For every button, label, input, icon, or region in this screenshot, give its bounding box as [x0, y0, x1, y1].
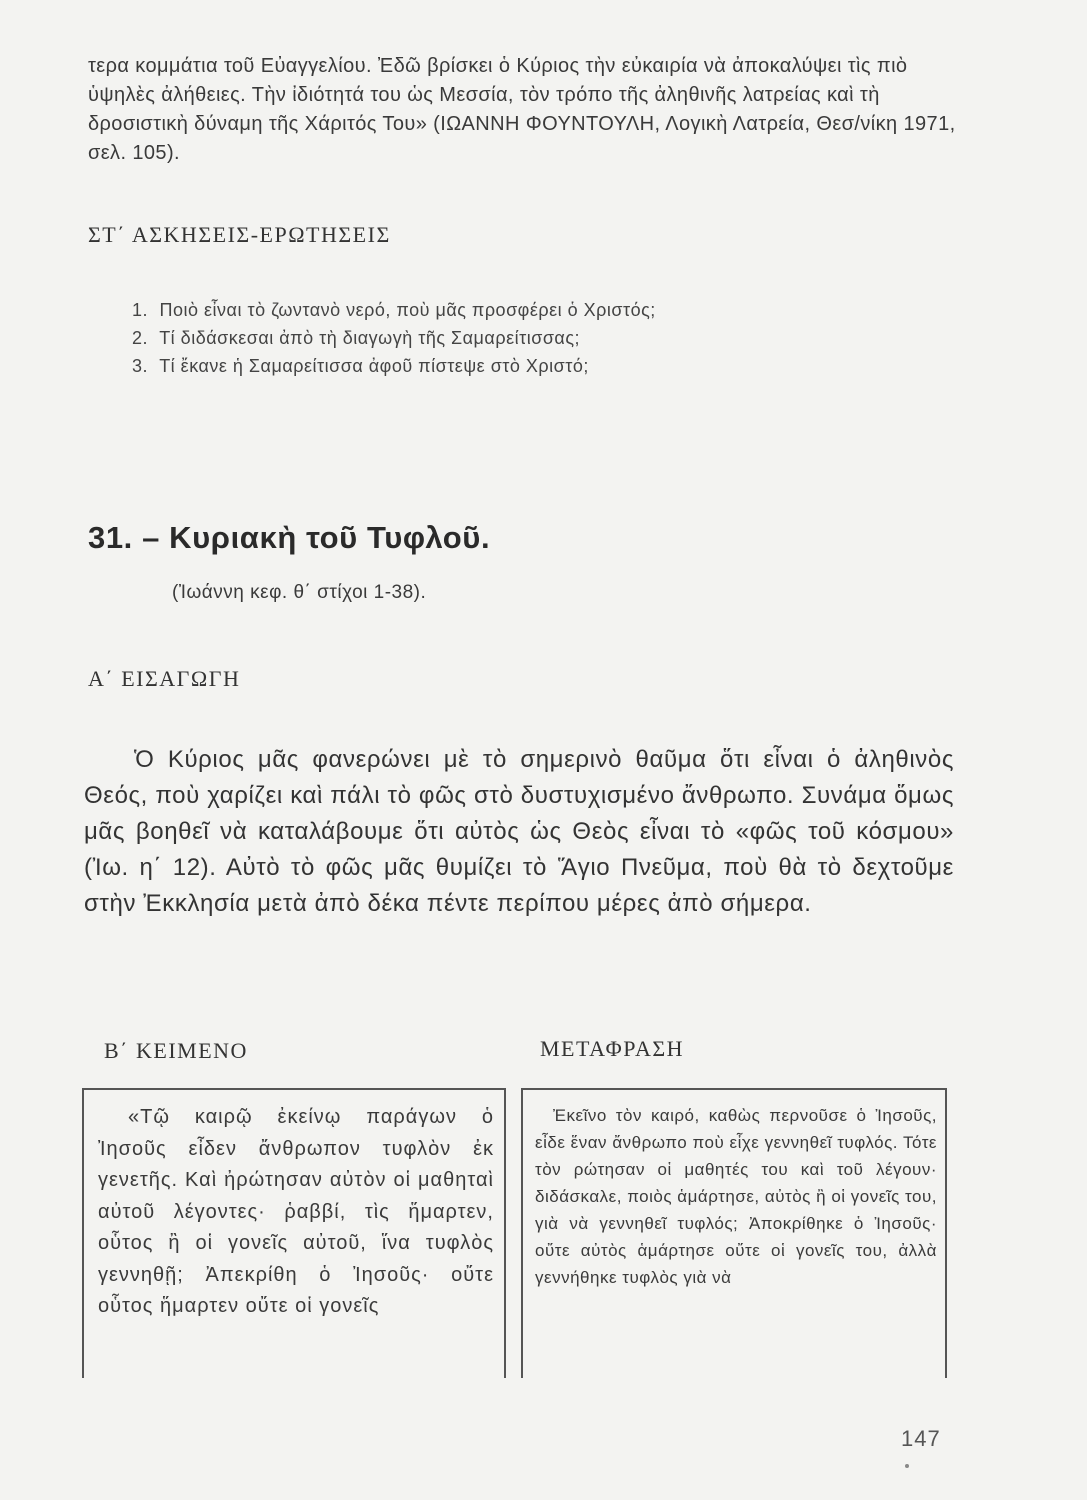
question-text: Τί ἔκανε ἡ Σαμαρείτισσα ἀφοῦ πίστεψε στὸ Χριστό; — [159, 356, 589, 376]
translation-box — [521, 1088, 947, 1378]
introduction-heading: Α΄ ΕΙΣΑΓΩΓΗ — [88, 666, 241, 691]
ink-dot — [905, 1464, 909, 1468]
intro-text: τερα κομμάτια τοῦ Εὐαγγελίου. Ἐδῶ βρίσκει ὁ Κύριος τὴν εὐκαιρία νὰ ἀποκαλύψει τὶς πιὸ ὑψηλὲς ἀλήθειες. Τὴν ἰδιότητά του ὡς Μεσσία, τὸν τρόπο τῆς ἀληθινῆς λατρείας καὶ τὴ δροσιστικὴ δύναμη τῆς Χάριτός Του» (ΙΩΑΝΝΗ ΦΟΥΝΤΟΥΛΗ, Λογικὴ Λατρεία, Θεσ/νίκη 1971, σελ. 105). — [88, 55, 956, 164]
introduction-text: Ὁ Κύριος μᾶς φανερώνει μὲ τὸ σημερινὸ θαῦμα ὅτι εἶναι ὁ ἀληθινὸς Θεός, ποὺ χαρίζει καὶ πάλι τὸ φῶς στὸ δυστυχισμένο ἄνθρωπο. Συνάμα ὅμως μᾶς βοηθεῖ νὰ καταλάβουμε ὅτι αὐτὸς ὡς Θεὸς εἶναι τὸ «φῶς τοῦ κόσμου» (Ἰω. η΄ 12). Αὐτὸ τὸ φῶς μᾶς θυμίζει τὸ Ἅγιο Πνεῦμα, ποὺ θὰ τὸ δεχτοῦμε στὴν Ἐκκλησία μετὰ ἀπὸ δέκα πέντε περίπου μέρες ἀπὸ σήμερα. — [84, 746, 954, 917]
list-item — [132, 296, 892, 324]
questions-list — [132, 296, 892, 380]
question-number: 2. — [132, 328, 149, 348]
page-number: 147 — [901, 1426, 941, 1451]
question-number: 3. — [132, 356, 149, 376]
introduction-paragraph — [84, 742, 954, 922]
question-number: 1. — [132, 300, 149, 320]
text-heading: Β΄ ΚΕΙΜΕΝΟ — [104, 1038, 248, 1063]
list-item — [132, 352, 892, 380]
translation-text: Ἐκεῖνο τὸν καιρό, καθὼς περνοῦσε ὁ Ἰησοῦς, εἶδε ἕναν ἄνθρωπο ποὺ εἶχε γεννηθεῖ τυφλός. Τότε τὸν ρώτησαν οἱ μαθητές του καὶ τοῦ λέγουν· διδάσκαλε, ποιὸς ἁμάρτησε, αὐτὸς ἢ οἱ γονεῖς του, γιὰ νὰ γεννηθεῖ τυφλός; Ἀποκρίθηκε ὁ Ἰησοῦς· οὔτε αὐτὸς ἁμάρτησε οὔτε οἱ γονεῖς του, ἀλλὰ γεννήθηκε τυφλὸς γιὰ νὰ — [535, 1106, 937, 1287]
chapter-title: 31. – Κυριακὴ τοῦ Τυφλοῦ. — [88, 520, 491, 555]
original-text-box — [82, 1088, 506, 1378]
translation-heading: ΜΕΤΑΦΡΑΣΗ — [540, 1036, 685, 1061]
question-text: Τί διδάσκεσαι ἀπὸ τὴ διαγωγὴ τῆς Σαμαρείτισσας; — [159, 328, 581, 348]
intro-paragraph — [88, 52, 968, 168]
chapter-reference: (Ἰωάννη κεφ. θ΄ στίχοι 1-38). — [172, 582, 427, 603]
list-item — [132, 324, 892, 352]
original-text: «Τῷ καιρῷ ἐκείνῳ παράγων ὁ Ἰησοῦς εἶδεν ἄνθρωπον τυφλὸν ἐκ γενετῆς. Καὶ ἠρώτησαν αὐτὸν οἱ μαθηταὶ αὐτοῦ λέγοντες· ῥαββί, τὶς ἥμαρτεν, οὗτος ἢ οἱ γονεῖς αὐτοῦ, ἵνα τυφλὸς γεννηθῇ; Ἀπεκρίθη ὁ Ἰησοῦς· οὔτε οὗτος ἥμαρτεν οὔτε οἱ γονεῖς — [98, 1106, 494, 1317]
exercises-heading: ΣΤ΄ ΑΣΚΗΣΕΙΣ-ΕΡΩΤΗΣΕΙΣ — [88, 222, 391, 247]
question-text: Ποιὸ εἶναι τὸ ζωντανὸ νερό, ποὺ μᾶς προσφέρει ὁ Χριστός; — [159, 300, 656, 320]
